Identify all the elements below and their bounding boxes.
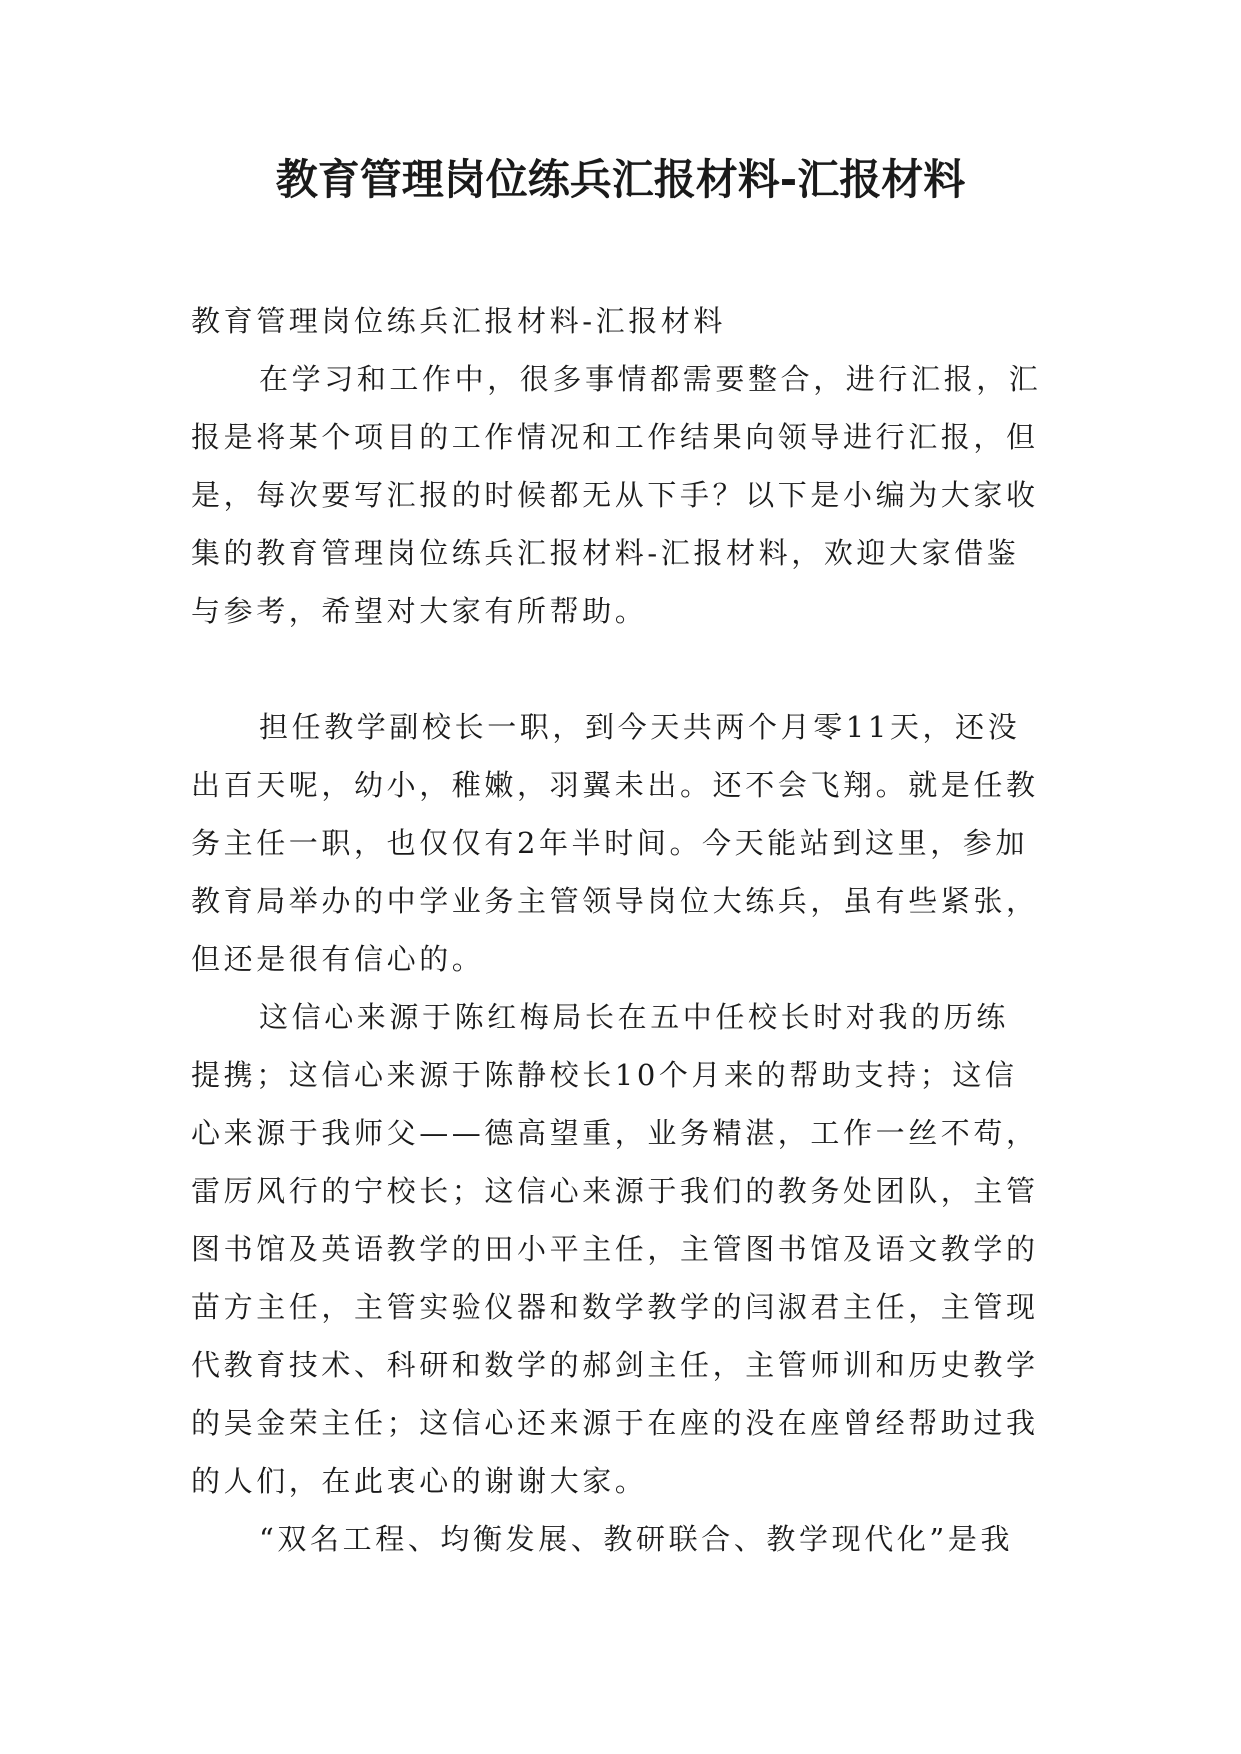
text-line: 这信心来源于陈红梅局长在五中任校长时对我的历练	[259, 1000, 1009, 1034]
text-line: 雷厉风行的宁校长；这信心来源于我们的教务处团队，主管	[191, 1174, 1039, 1208]
text-line: 出百天呢，幼小，稚嫩，羽翼未出。还不会飞翔。就是任教	[191, 768, 1039, 802]
text-line: 是，每次要写汇报的时候都无从下手？以下是小编为大家收	[191, 478, 1039, 512]
text-line: 图书馆及英语教学的田小平主任，主管图书馆及语文教学的	[191, 1232, 1039, 1266]
text-line: 担任教学副校长一职，到今天共两个月零11天，还没	[259, 710, 1021, 744]
text-line: “双名工程、均衡发展、教研联合、教学现代化”是我	[259, 1522, 1014, 1556]
text-line: 务主任一职，也仅仅有2年半时间。今天能站到这里，参加	[191, 826, 1029, 860]
text-line: 的人们，在此衷心的谢谢大家。	[191, 1464, 648, 1498]
text-line: 集的教育管理岗位练兵汇报材料-汇报材料，欢迎大家借鉴	[191, 536, 1020, 570]
text-line: 代教育技术、科研和数学的郝剑主任，主管师训和历史教学	[191, 1348, 1039, 1382]
text-line: 教育局举办的中学业务主管领导岗位大练兵，虽有些紧张，	[191, 884, 1039, 918]
text-line: 在学习和工作中，很多事情都需要整合，进行汇报，汇	[259, 362, 1042, 396]
text-line: 报是将某个项目的工作情况和工作结果向领导进行汇报，但	[191, 420, 1039, 454]
document-body	[191, 292, 1066, 1568]
subtitle-line: 教育管理岗位练兵汇报材料-汇报材料	[191, 304, 726, 338]
text-line: 的吴金荣主任；这信心还来源于在座的没在座曾经帮助过我	[191, 1406, 1039, 1440]
text-line: 与参考，希望对大家有所帮助。	[191, 594, 648, 628]
text-line: 苗方主任，主管实验仪器和数学教学的闫淑君主任，主管现	[191, 1290, 1039, 1324]
document-title: 教育管理岗位练兵汇报材料-汇报材料	[275, 155, 966, 204]
text-line: 提携；这信心来源于陈静校长10个月来的帮助支持；这信	[191, 1058, 1018, 1092]
text-line: 但还是很有信心的。	[191, 942, 485, 976]
text-line: 心来源于我师父——德高望重，业务精湛，工作一丝不苟，	[191, 1116, 1039, 1150]
paragraph-gap	[191, 640, 1066, 698]
